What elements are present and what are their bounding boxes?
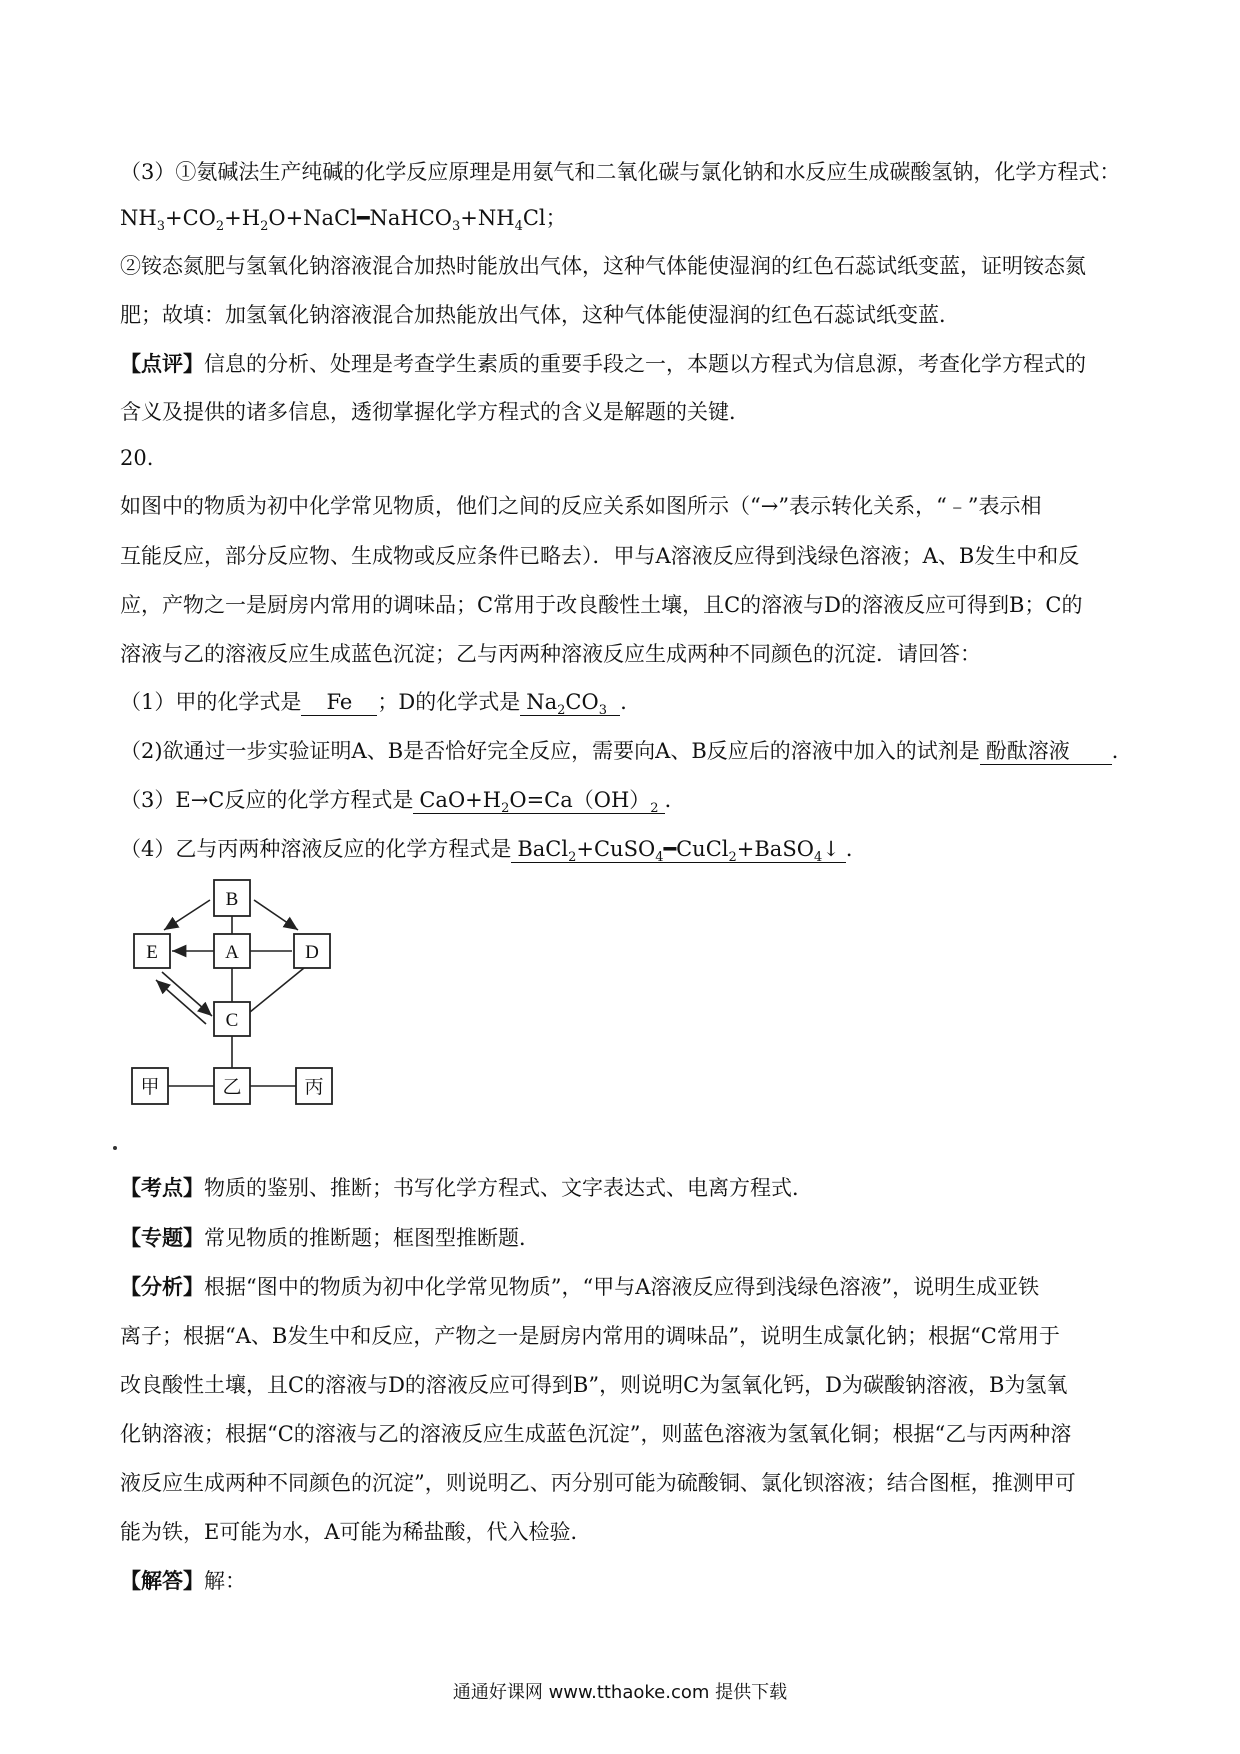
label-c: C: [225, 1010, 239, 1031]
question-line2: 互能反应，部分反应物、生成物或反应条件已略去）．甲与A溶液反应得到浅绿色溶液；A、B发生中和反: [120, 544, 1080, 568]
arrow-c-to-e: [156, 980, 206, 1024]
label-a: A: [225, 942, 239, 963]
label-yi: 乙: [222, 1077, 242, 1098]
label-d: D: [305, 942, 319, 963]
comment-line1: 【点评】信息的分析、处理是考查学生素质的重要手段之一，本题以方程式为信息源，考查化学方程式的: [120, 351, 1086, 376]
fenxi-line1: 【分析】根据“图中的物质为初中化学常见物质”，“甲与A溶液反应得到浅绿色溶液”，说明生成亚铁: [120, 1274, 1040, 1299]
question-line3: 应，产物之一是厨房内常用的调味品；C常用于改良酸性土壤，且C的溶液与D的溶液反应可得到B；C的: [120, 593, 1083, 617]
ammonia-soda-equation: $NH_3+CO_2+H_2O+NaCl━NaHCO_3+NH_4Cl$；: [120, 206, 567, 235]
answer-blank-reagent: 酚酞溶液: [980, 738, 1112, 765]
sub-question-1: （1）甲的化学式是 Fe ；D的化学式是 $Na_2CO_3$ ．: [120, 690, 642, 719]
reaction-diagram: [118, 872, 368, 1142]
sub-question-4: （4）乙与丙两种溶液反应的化学方程式是 BaCl$_2$+CuSO$_4$━CuCl$_2$+BaSO$_4$↓ ．: [120, 837, 867, 866]
fenxi-line6: 能为铁，E可能为水，A可能为稀盐酸，代入检验．: [120, 1520, 592, 1544]
label-bing: 丙: [304, 1077, 324, 1098]
zhuanti-tag: 【专题】: [120, 1225, 204, 1250]
sub-question-2: （2)欲通过一步实验证明A、B是否恰好完全反应，需要向A、B反应后的溶液中加入的试剂是 酚酞溶液 ．: [120, 739, 1133, 763]
arrow-b-to-e: [164, 900, 210, 930]
answer-part3-line4: 肥；故填：加氢氧化钠溶液混合加热能放出气体，这种气体能使湿润的红色石蕊试纸变蓝．: [120, 303, 960, 327]
question-number: 20.: [120, 446, 154, 470]
question-line1: 如图中的物质为初中化学常见物质，他们之间的反应关系如图所示（“→”表示转化关系，“﹣”表示相: [120, 494, 1042, 518]
answer-blank-d: $Na_2CO_3$: [520, 689, 620, 716]
label-e: E: [146, 942, 158, 963]
answer-blank-yi-bing: BaCl$_2$+CuSO$_4$━CuCl$_2$+BaSO$_4$↓: [511, 836, 845, 863]
zhuanti-line: 【专题】常见物质的推断题；框图型推断题．: [120, 1225, 540, 1250]
fenxi-line2: 离子；根据“A、B发生中和反应，产物之一是厨房内常用的调味品”，说明生成氯化钠；根据“C常用于: [120, 1324, 1060, 1348]
kaodian-line: 【考点】物质的鉴别、推断；书写化学方程式、文字表达式、电离方程式．: [120, 1175, 813, 1200]
sub-question-3: （3）E→C反应的化学方程式是 $CaO+H_2O=Ca(OH)_2$ ．: [120, 788, 686, 817]
comment-line2: 含义及提供的诸多信息，透彻掌握化学方程式的含义是解题的关键．: [120, 400, 750, 424]
fenxi-line5: 液反应生成两种不同颜色的沉淀”，则说明乙、丙分别可能为硫酸铜、氯化钡溶液；结合图框，推测甲可: [120, 1471, 1076, 1495]
jieda-tag: 【解答】: [120, 1568, 204, 1593]
label-jia: 甲: [140, 1077, 160, 1098]
bullet-dot: [113, 1146, 117, 1150]
comment-tag: 【点评】: [120, 351, 204, 376]
kaodian-tag: 【考点】: [120, 1175, 204, 1200]
answer-part3-line3: ②铵态氮肥与氢氧化钠溶液混合加热时能放出气体，这种气体能使湿润的红色石蕊试纸变蓝，证明铵态氮: [120, 254, 1086, 278]
arrow-e-to-c: [162, 972, 212, 1016]
answer-blank-jia: Fe: [301, 689, 377, 716]
link-c-d: [250, 968, 304, 1012]
page-footer: 通通好课网 www.tthaoke.com 提供下载: [452, 1682, 788, 1703]
fenxi-line4: 化钠溶液；根据“C的溶液与乙的溶液反应生成蓝色沉淀”，则蓝色溶液为氢氧化铜；根据“乙与丙两种溶: [120, 1422, 1072, 1446]
answer-part3-line1: （3）①氨碱法生产纯碱的化学反应原理是用氨气和二氧化碳与氯化钠和水反应生成碳酸氢钠，化学方程式：: [120, 160, 1121, 184]
jieda-line: 【解答】解：: [120, 1568, 246, 1593]
fenxi-line3: 改良酸性土壤，且C的溶液与D的溶液反应可得到B”，则说明C为氢氧化钙，D为碳酸钠溶液，B为氢氧: [120, 1373, 1068, 1397]
arrow-b-to-d: [254, 900, 298, 930]
answer-blank-e-to-c: $CaO+H_2O=Ca(OH)_2$: [413, 787, 664, 814]
label-b: B: [225, 889, 239, 910]
question-line4: 溶液与乙的溶液反应生成蓝色沉淀；乙与丙两种溶液反应生成两种不同颜色的沉淀．请回答：: [120, 642, 981, 666]
fenxi-tag: 【分析】: [120, 1274, 204, 1299]
